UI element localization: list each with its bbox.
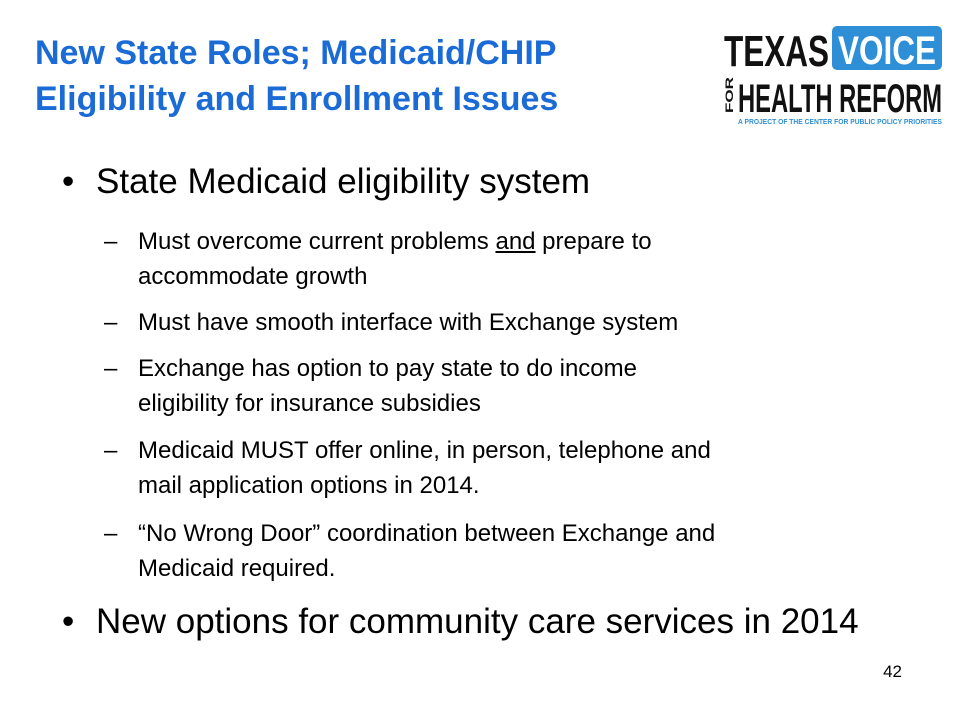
bullet-1-text: State Medicaid eligibility system: [96, 162, 591, 201]
sub-bullet-1-line-2: accommodate growth: [138, 263, 368, 290]
dash-marker: –: [104, 355, 118, 382]
logo-word-voice: VOICE: [838, 29, 936, 73]
bullet-marker: •: [62, 162, 75, 201]
dash-marker: –: [104, 309, 118, 336]
page-number: 42: [883, 662, 902, 681]
sub-bullet-1-text-b: prepare to: [535, 228, 652, 255]
sub-bullet-2-text: Must have smooth interface with Exchange system: [138, 309, 679, 336]
dash-marker: –: [104, 520, 118, 547]
logo-tagline: A PROJECT OF THE CENTER FOR PUBLIC POLICY PRIORITIES: [738, 119, 943, 126]
sub-bullet-3-line-1: Exchange has option to pay state to do income: [138, 355, 637, 382]
bullet-marker: •: [62, 602, 75, 641]
sub-bullet-4-line-1: Medicaid MUST offer online, in person, telephone and: [138, 437, 711, 464]
dash-marker: –: [104, 437, 118, 464]
sub-bullet-1-text-a: Must overcome current problems: [138, 228, 496, 255]
title-line-1: New State Roles; Medicaid/CHIP: [35, 34, 557, 72]
dash-marker: –: [104, 228, 118, 255]
logo-word-texas: TEXAS: [724, 27, 829, 76]
bullet-2-text: New options for community care services in 2014: [96, 602, 859, 641]
title-line-2: Eligibility and Enrollment Issues: [35, 80, 559, 118]
sub-bullet-1-underlined-word: and: [495, 228, 536, 255]
sub-bullet-5-line-1: “No Wrong Door” coordination between Exchange and: [138, 520, 716, 547]
sub-bullet-5-line-2: Medicaid required.: [138, 555, 336, 582]
sub-bullet-4-line-2: mail application options in 2014.: [138, 472, 480, 499]
logo-word-health-reform: HEALTH REFORM: [738, 77, 942, 121]
sub-bullet-3-line-2: eligibility for insurance subsidies: [138, 390, 481, 417]
logo-word-for: FOR: [724, 89, 736, 113]
